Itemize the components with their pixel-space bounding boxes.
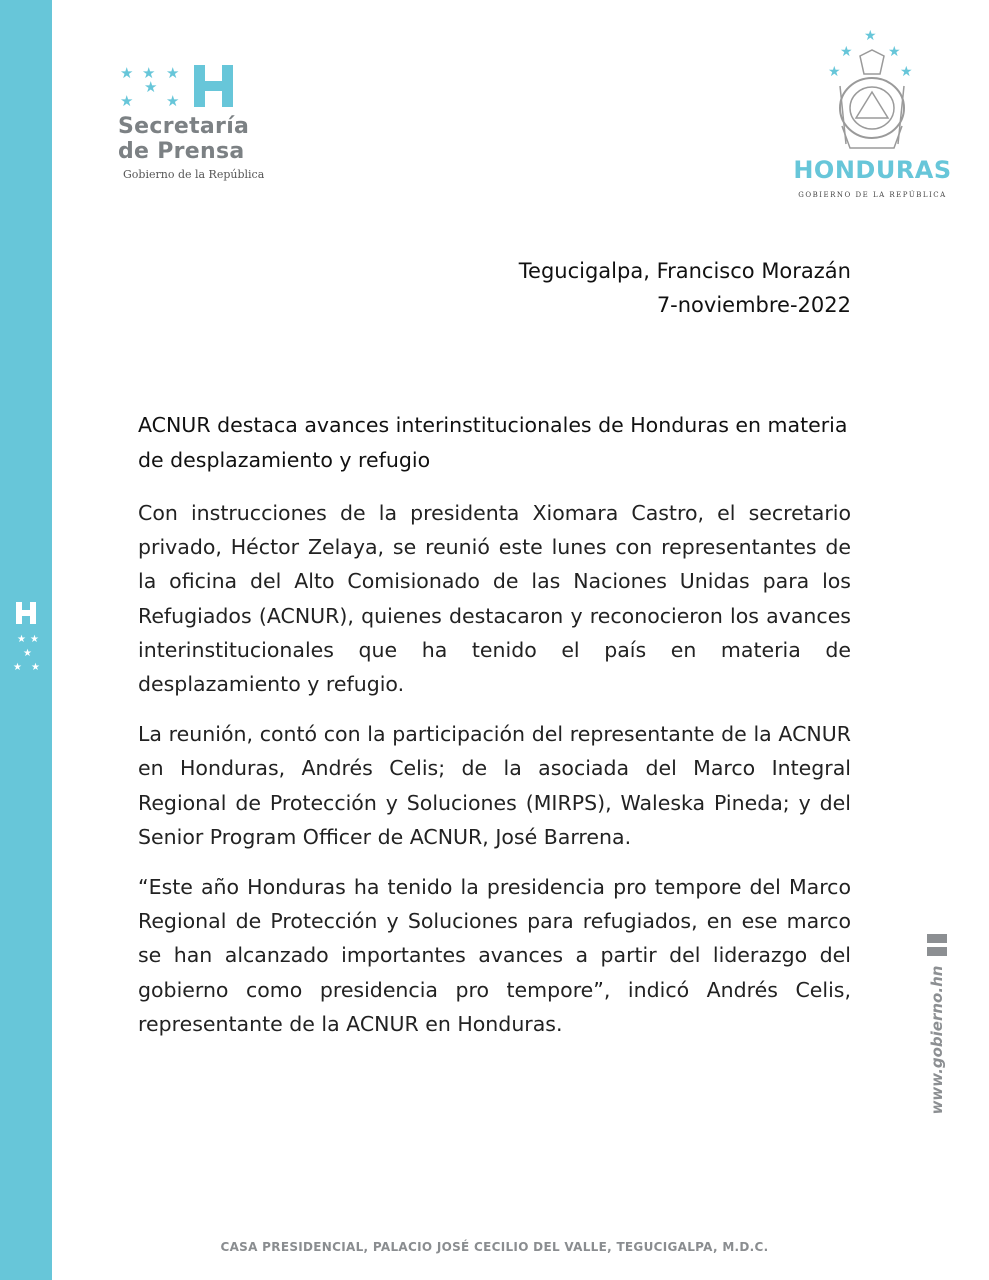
svg-text:★: ★ xyxy=(17,634,26,645)
secretaria-prensa-logo xyxy=(118,62,308,192)
svg-text:★: ★ xyxy=(120,64,134,82)
secretaria-subtitle: Gobierno de la República xyxy=(123,168,265,181)
article xyxy=(138,408,851,1057)
svg-text:★: ★ xyxy=(13,662,22,673)
svg-text:★: ★ xyxy=(120,92,134,110)
dateline-place: Tegucigalpa, Francisco Morazán xyxy=(518,259,851,283)
honduras-subtitle: GOBIERNO DE LA REPÚBLICA xyxy=(798,191,947,199)
svg-text:★: ★ xyxy=(23,648,32,659)
coat-of-arms-icon xyxy=(780,26,965,154)
article-paragraph: “Este año Honduras ha tenido la presidencia pro tempore del Marco Regional de Protección y Soluciones para refugiados, en ese marco se han alcanzado importantes avances a partir del liderazgo del gobierno como presidencia pro tempore”, indicó Andrés Celis, representante de la ACNUR en Honduras. xyxy=(138,875,851,1036)
honduras-wordmark: HONDURAS xyxy=(793,156,952,184)
svg-text:★: ★ xyxy=(166,92,180,110)
side-band xyxy=(0,0,52,1280)
website-url: www.gobierno.hn xyxy=(928,965,946,1115)
svg-text:★: ★ xyxy=(30,634,39,645)
dateline-date: 7-noviembre-2022 xyxy=(656,293,851,317)
svg-text:★: ★ xyxy=(828,64,841,80)
stars-h-icon xyxy=(118,62,243,112)
h-stars-icon xyxy=(0,596,52,686)
footer-text: CASA PRESIDENCIAL, PALACIO JOSÉ CECILIO DEL VALLE, TEGUCIGALPA, M.D.C. xyxy=(220,1240,769,1254)
svg-text:★: ★ xyxy=(31,662,40,673)
h-bar-icon xyxy=(927,934,947,943)
svg-text:★: ★ xyxy=(144,78,158,96)
svg-text:★: ★ xyxy=(166,64,180,82)
svg-text:★: ★ xyxy=(900,64,913,80)
svg-text:★: ★ xyxy=(888,44,901,60)
honduras-logo xyxy=(780,26,965,206)
footer-address xyxy=(0,1240,989,1254)
website-mark xyxy=(920,930,954,1130)
svg-text:★: ★ xyxy=(142,64,156,82)
dateline xyxy=(519,254,851,322)
svg-text:★: ★ xyxy=(840,44,853,60)
article-paragraph: Con instrucciones de la presidenta Xiomara Castro, el secretario privado, Héctor Zelaya, se reunió este lunes con representantes de la oficina del Alto Comisionado de las Naciones Unidas para los Refugiados (ACNUR), quienes destacaron y reconocieron los avances interinstitucionales que ha tenido el país en materia de desplazamiento y refugio. xyxy=(138,501,851,697)
article-paragraph: La reunión, contó con la participación del representante de la ACNUR en Honduras, Andrés Celis; de la asociada del Marco Integral Regional de Protección y Soluciones (MIRPS), Waleska Pineda; y del Senior Program Officer de ACNUR, José Barrena. xyxy=(138,722,851,849)
secretaria-title: Secretaría de Prensa xyxy=(118,114,250,164)
article-headline: ACNUR destaca avances interinstitucionales de Honduras en materia de desplazamiento y refugio xyxy=(138,413,848,472)
svg-text:★: ★ xyxy=(864,28,877,44)
h-bar-icon xyxy=(927,947,947,956)
